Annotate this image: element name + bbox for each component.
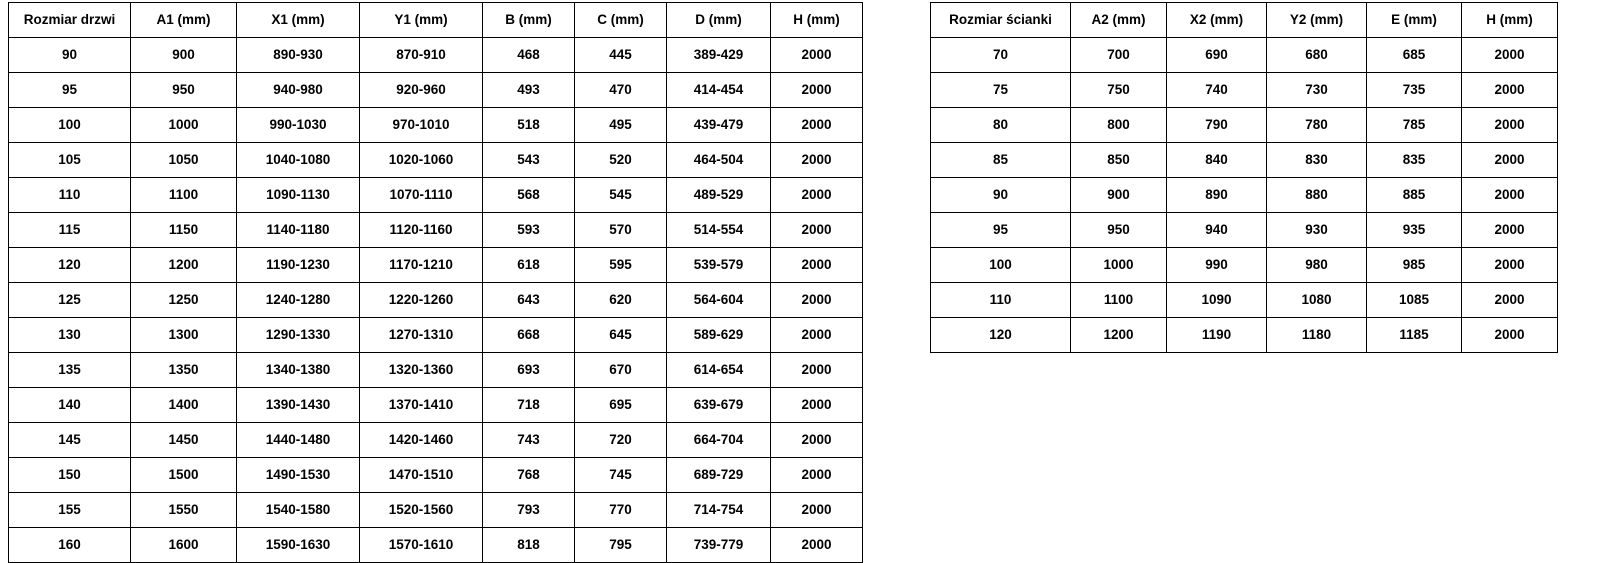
- wall-column-header: X2 (mm): [1167, 3, 1267, 38]
- table-cell: 1220-1260: [360, 283, 483, 318]
- wall-column-header: H (mm): [1462, 3, 1558, 38]
- table-cell: 543: [483, 143, 575, 178]
- table-cell: 2000: [771, 248, 863, 283]
- table-cell: 730: [1267, 73, 1367, 108]
- table-cell: 1080: [1267, 283, 1367, 318]
- table-cell: 690: [1167, 38, 1267, 73]
- door-column-header: D (mm): [667, 3, 771, 38]
- table-cell: 130: [9, 318, 131, 353]
- table-cell: 85: [931, 143, 1071, 178]
- table-cell: 1120-1160: [360, 213, 483, 248]
- table-cell: 643: [483, 283, 575, 318]
- table-cell: 568: [483, 178, 575, 213]
- table-header-row: [931, 3, 1558, 38]
- table-cell: 618: [483, 248, 575, 283]
- table-cell: 930: [1267, 213, 1367, 248]
- table-cell: 1450: [131, 423, 237, 458]
- wall-column-header: A2 (mm): [1071, 3, 1167, 38]
- table-cell: 1350: [131, 353, 237, 388]
- table-row: [931, 143, 1558, 178]
- table-cell: 1100: [1071, 283, 1167, 318]
- table-cell: 743: [483, 423, 575, 458]
- table-cell: 520: [575, 143, 667, 178]
- table-cell: 2000: [1462, 283, 1558, 318]
- table-cell: 645: [575, 318, 667, 353]
- table-cell: 90: [9, 38, 131, 73]
- table-cell: 518: [483, 108, 575, 143]
- door-column-header: C (mm): [575, 3, 667, 38]
- table-cell: 1190-1230: [237, 248, 360, 283]
- table-cell: 1180: [1267, 318, 1367, 353]
- table-cell: 890: [1167, 178, 1267, 213]
- table-cell: 739-779: [667, 528, 771, 563]
- door-table-header: [9, 3, 863, 38]
- table-row: [931, 248, 1558, 283]
- table-cell: 2000: [771, 143, 863, 178]
- table-cell: 1200: [1071, 318, 1167, 353]
- table-cell: 850: [1071, 143, 1167, 178]
- table-cell: 1440-1480: [237, 423, 360, 458]
- table-cell: 2000: [771, 318, 863, 353]
- table-cell: 1200: [131, 248, 237, 283]
- table-cell: 470: [575, 73, 667, 108]
- table-cell: 1590-1630: [237, 528, 360, 563]
- table-row: [9, 493, 863, 528]
- table-cell: 595: [575, 248, 667, 283]
- table-cell: 110: [9, 178, 131, 213]
- table-row: [931, 318, 1558, 353]
- table-cell: 785: [1367, 108, 1462, 143]
- table-cell: 880: [1267, 178, 1367, 213]
- table-cell: 2000: [771, 178, 863, 213]
- table-cell: 700: [1071, 38, 1167, 73]
- door-column-header: Rozmiar drzwi: [9, 3, 131, 38]
- door-size-table: [8, 2, 863, 563]
- table-cell: 664-704: [667, 423, 771, 458]
- table-cell: 2000: [1462, 73, 1558, 108]
- table-cell: 105: [9, 143, 131, 178]
- table-cell: 1300: [131, 318, 237, 353]
- table-row: [9, 388, 863, 423]
- table-cell: 1240-1280: [237, 283, 360, 318]
- table-cell: 1340-1380: [237, 353, 360, 388]
- table-row: [931, 38, 1558, 73]
- table-cell: 935: [1367, 213, 1462, 248]
- table-row: [931, 178, 1558, 213]
- table-cell: 445: [575, 38, 667, 73]
- table-cell: 2000: [771, 423, 863, 458]
- wall-table-header: [931, 3, 1558, 38]
- table-row: [931, 73, 1558, 108]
- table-cell: 514-554: [667, 213, 771, 248]
- table-cell: 1100: [131, 178, 237, 213]
- wall-column-header: Y2 (mm): [1267, 3, 1367, 38]
- table-cell: 1090: [1167, 283, 1267, 318]
- table-cell: 2000: [1462, 38, 1558, 73]
- table-row: [9, 248, 863, 283]
- table-cell: 940-980: [237, 73, 360, 108]
- table-cell: 1500: [131, 458, 237, 493]
- table-cell: 2000: [771, 213, 863, 248]
- table-cell: 835: [1367, 143, 1462, 178]
- table-cell: 639-679: [667, 388, 771, 423]
- table-cell: 885: [1367, 178, 1462, 213]
- table-cell: 818: [483, 528, 575, 563]
- table-cell: 768: [483, 458, 575, 493]
- table-cell: 589-629: [667, 318, 771, 353]
- table-cell: 389-429: [667, 38, 771, 73]
- table-cell: 830: [1267, 143, 1367, 178]
- table-cell: 1520-1560: [360, 493, 483, 528]
- table-cell: 770: [575, 493, 667, 528]
- table-cell: 100: [931, 248, 1071, 283]
- table-cell: 120: [931, 318, 1071, 353]
- table-row: [9, 318, 863, 353]
- table-cell: 1190: [1167, 318, 1267, 353]
- table-cell: 720: [575, 423, 667, 458]
- table-cell: 735: [1367, 73, 1462, 108]
- table-cell: 1570-1610: [360, 528, 483, 563]
- table-row: [9, 213, 863, 248]
- table-cell: 2000: [771, 353, 863, 388]
- table-cell: 1370-1410: [360, 388, 483, 423]
- table-cell: 1540-1580: [237, 493, 360, 528]
- table-cell: 920-960: [360, 73, 483, 108]
- table-cell: 940: [1167, 213, 1267, 248]
- table-cell: 95: [9, 73, 131, 108]
- table-cell: 900: [1071, 178, 1167, 213]
- table-cell: 1550: [131, 493, 237, 528]
- table-row: [9, 353, 863, 388]
- table-cell: 970-1010: [360, 108, 483, 143]
- table-cell: 120: [9, 248, 131, 283]
- table-row: [9, 178, 863, 213]
- table-cell: 980: [1267, 248, 1367, 283]
- table-cell: 1000: [131, 108, 237, 143]
- table-row: [9, 283, 863, 318]
- table-cell: 2000: [1462, 143, 1558, 178]
- table-row: [9, 528, 863, 563]
- table-row: [931, 283, 1558, 318]
- table-cell: 1085: [1367, 283, 1462, 318]
- table-cell: 1290-1330: [237, 318, 360, 353]
- table-cell: 890-930: [237, 38, 360, 73]
- table-cell: 1090-1130: [237, 178, 360, 213]
- table-cell: 1390-1430: [237, 388, 360, 423]
- table-cell: 870-910: [360, 38, 483, 73]
- table-cell: 468: [483, 38, 575, 73]
- table-cell: 125: [9, 283, 131, 318]
- table-cell: 439-479: [667, 108, 771, 143]
- table-row: [9, 73, 863, 108]
- table-cell: 2000: [1462, 248, 1558, 283]
- table-cell: 714-754: [667, 493, 771, 528]
- table-cell: 2000: [1462, 178, 1558, 213]
- table-header-row: [9, 3, 863, 38]
- table-cell: 740: [1167, 73, 1267, 108]
- table-cell: 990-1030: [237, 108, 360, 143]
- table-cell: 793: [483, 493, 575, 528]
- table-cell: 1270-1310: [360, 318, 483, 353]
- table-cell: 1040-1080: [237, 143, 360, 178]
- table-cell: 2000: [771, 283, 863, 318]
- table-cell: 750: [1071, 73, 1167, 108]
- table-cell: 1490-1530: [237, 458, 360, 493]
- wall-table-body: [931, 38, 1558, 353]
- table-cell: 2000: [771, 458, 863, 493]
- table-cell: 1185: [1367, 318, 1462, 353]
- table-row: [9, 423, 863, 458]
- table-cell: 1020-1060: [360, 143, 483, 178]
- table-row: [931, 108, 1558, 143]
- table-cell: 140: [9, 388, 131, 423]
- table-cell: 1400: [131, 388, 237, 423]
- table-cell: 800: [1071, 108, 1167, 143]
- table-cell: 620: [575, 283, 667, 318]
- table-cell: 685: [1367, 38, 1462, 73]
- table-cell: 2000: [771, 388, 863, 423]
- table-cell: 489-529: [667, 178, 771, 213]
- table-cell: 990: [1167, 248, 1267, 283]
- table-cell: 564-604: [667, 283, 771, 318]
- table-cell: 545: [575, 178, 667, 213]
- table-row: [9, 458, 863, 493]
- table-cell: 160: [9, 528, 131, 563]
- table-cell: 668: [483, 318, 575, 353]
- door-table-body: [9, 38, 863, 563]
- door-column-header: H (mm): [771, 3, 863, 38]
- table-cell: 950: [131, 73, 237, 108]
- table-cell: 155: [9, 493, 131, 528]
- wall-column-header: E (mm): [1367, 3, 1462, 38]
- table-cell: 1140-1180: [237, 213, 360, 248]
- table-cell: 110: [931, 283, 1071, 318]
- table-cell: 1250: [131, 283, 237, 318]
- table-cell: 2000: [1462, 213, 1558, 248]
- table-cell: 135: [9, 353, 131, 388]
- table-cell: 790: [1167, 108, 1267, 143]
- table-cell: 90: [931, 178, 1071, 213]
- table-cell: 493: [483, 73, 575, 108]
- table-cell: 1600: [131, 528, 237, 563]
- door-column-header: B (mm): [483, 3, 575, 38]
- table-row: [9, 38, 863, 73]
- table-cell: 614-654: [667, 353, 771, 388]
- door-column-header: Y1 (mm): [360, 3, 483, 38]
- table-cell: 1150: [131, 213, 237, 248]
- table-cell: 1070-1110: [360, 178, 483, 213]
- table-cell: 2000: [771, 528, 863, 563]
- table-row: [9, 143, 863, 178]
- table-cell: 1170-1210: [360, 248, 483, 283]
- table-cell: 795: [575, 528, 667, 563]
- table-cell: 670: [575, 353, 667, 388]
- table-cell: 75: [931, 73, 1071, 108]
- table-cell: 745: [575, 458, 667, 493]
- table-cell: 495: [575, 108, 667, 143]
- table-cell: 464-504: [667, 143, 771, 178]
- table-cell: 900: [131, 38, 237, 73]
- table-cell: 145: [9, 423, 131, 458]
- table-cell: 1320-1360: [360, 353, 483, 388]
- table-cell: 1050: [131, 143, 237, 178]
- table-cell: 115: [9, 213, 131, 248]
- table-cell: 2000: [771, 493, 863, 528]
- table-cell: 680: [1267, 38, 1367, 73]
- table-cell: 985: [1367, 248, 1462, 283]
- table-row: [931, 213, 1558, 248]
- table-cell: 840: [1167, 143, 1267, 178]
- table-cell: 718: [483, 388, 575, 423]
- table-cell: 693: [483, 353, 575, 388]
- table-cell: 95: [931, 213, 1071, 248]
- table-cell: 689-729: [667, 458, 771, 493]
- table-cell: 80: [931, 108, 1071, 143]
- table-cell: 2000: [1462, 318, 1558, 353]
- table-cell: 950: [1071, 213, 1167, 248]
- wall-size-table: [930, 2, 1558, 353]
- table-row: [9, 108, 863, 143]
- door-column-header: X1 (mm): [237, 3, 360, 38]
- table-cell: 100: [9, 108, 131, 143]
- door-column-header: A1 (mm): [131, 3, 237, 38]
- table-cell: 780: [1267, 108, 1367, 143]
- wall-column-header: Rozmiar ścianki: [931, 3, 1071, 38]
- table-cell: 1420-1460: [360, 423, 483, 458]
- table-cell: 2000: [771, 108, 863, 143]
- table-cell: 414-454: [667, 73, 771, 108]
- table-cell: 1000: [1071, 248, 1167, 283]
- table-cell: 539-579: [667, 248, 771, 283]
- table-cell: 1470-1510: [360, 458, 483, 493]
- table-cell: 695: [575, 388, 667, 423]
- table-cell: 593: [483, 213, 575, 248]
- table-cell: 2000: [771, 38, 863, 73]
- table-cell: 2000: [771, 73, 863, 108]
- table-cell: 150: [9, 458, 131, 493]
- table-cell: 70: [931, 38, 1071, 73]
- table-cell: 2000: [1462, 108, 1558, 143]
- table-cell: 570: [575, 213, 667, 248]
